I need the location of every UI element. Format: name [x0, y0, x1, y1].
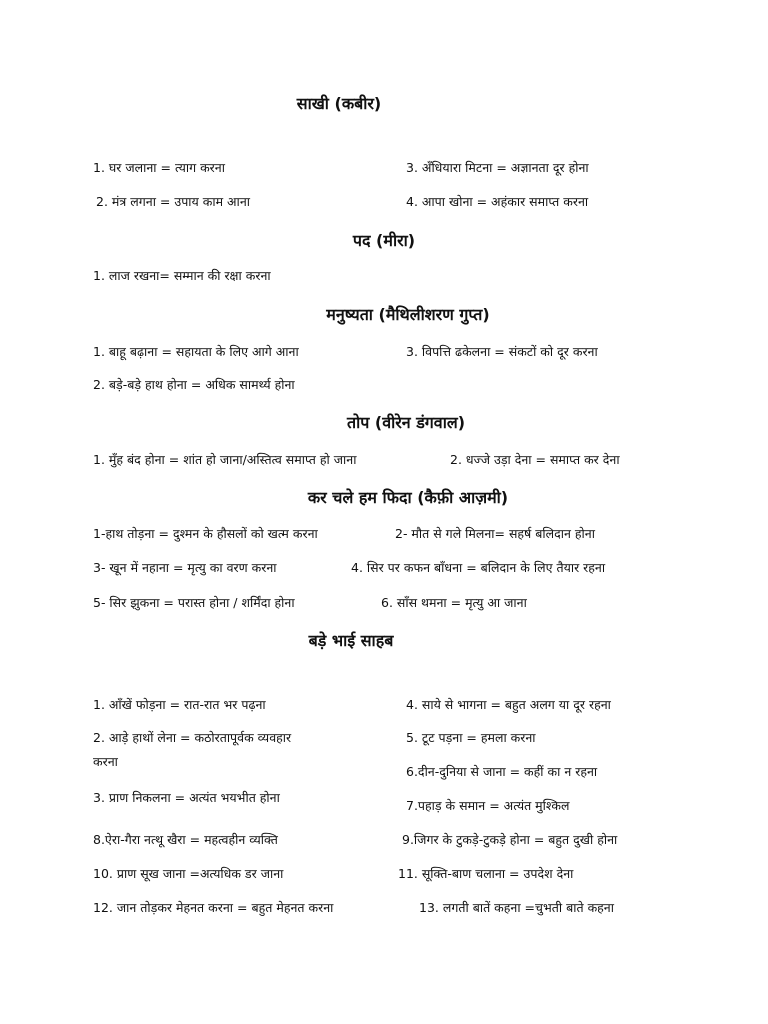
item-aankhen-phodna: 1. आँखें फोड़ना = रात-रात भर पढ़ना	[93, 697, 266, 712]
item-baahu-badhana: 1. बाहू बढ़ाना = सहायता के लिए आगे आना	[93, 344, 299, 359]
item-munh-band: 1. मुँह बंद होना = शांत हो जाना/अस्तित्व समाप्त हो जाना	[93, 452, 357, 467]
item-dhajje-uda: 2. धज्जे उड़ा देना = समाप्त कर देना	[450, 452, 620, 467]
item-toot-padna: 5. टूट पड़ना = हमला करना	[406, 730, 536, 745]
item-lagti-baaten: 13. लगती बातें कहना =चुभती बाते कहना	[419, 900, 614, 915]
item-haath-todna: 1-हाथ तोड़ना = दुश्मन के हौसलों को खत्म करना	[93, 526, 318, 541]
heading-pad: पद (मीरा)	[352, 231, 416, 250]
item-khoon-mein: 3- खून में नहाना = मृत्यु का वरण करना	[93, 560, 277, 575]
heading-sakhi: साखी (कबीर)	[296, 94, 382, 113]
heading-top: तोप (वीरेन डंगवाल)	[346, 413, 466, 432]
item-saans-thamna: 6. साँस थमना = मृत्यु आ जाना	[381, 595, 527, 610]
item-aade-haathon-cont: करना	[93, 754, 118, 769]
heading-kar-chale: कर चले हम फिदा (कैफ़ी आज़मी)	[307, 488, 509, 507]
item-aapa-khona: 4. आपा खोना = अहंकार समाप्त करना	[406, 194, 589, 209]
item-deen-duniya: 6.दीन-दुनिया से जाना = कहीं का न रहना	[406, 764, 598, 779]
item-bade-haath: 2. बड़े-बड़े हाथ होना = अधिक सामर्थ्य होना	[93, 377, 295, 392]
item-sir-par-kafan: 4. सिर पर कफन बाँधना = बलिदान के लिए तैयार रहना	[351, 560, 606, 575]
item-sookti-baan: 11. सूक्ति-बाण चलाना = उपदेश देना	[398, 866, 574, 881]
item-jigar-ke-tukde: 9.जिगर के टुकड़े-टुकड़े होना = बहुत दुखी होना	[402, 832, 618, 847]
item-aira-gaira: 8.ऐरा-गैरा नत्थू खैरा = महत्वहीन व्यक्ति	[93, 832, 278, 847]
heading-bade-bhai: बड़े भाई साहब	[308, 631, 394, 650]
item-pahaad-ke-samaan: 7.पहाड़ के समान = अत्यंत मुश्किल	[406, 798, 570, 813]
item-sir-jhukna: 5- सिर झुकना = परास्त होना / शर्मिंदा होना	[93, 595, 295, 610]
item-andhiyara-mitna: 3. अँधियारा मिटना = अज्ञानता दूर होना	[406, 160, 589, 175]
item-aade-haathon: 2. आड़े हाथों लेना = कठोरतापूर्वक व्यवहार	[93, 730, 292, 745]
item-saaye-se-bhagna: 4. साये से भागना = बहुत अलग या दूर रहना	[406, 697, 611, 712]
heading-manushyata: मनुष्यता (मैथिलीशरण गुप्त)	[326, 305, 490, 324]
item-praan-nikalna: 3. प्राण निकलना = अत्यंत भयभीत होना	[93, 790, 280, 805]
item-maut-se-gale: 2- मौत से गले मिलना= सहर्ष बलिदान होना	[395, 526, 595, 541]
item-mantra-lagna: 2. मंत्र लगना = उपाय काम आना	[96, 194, 251, 209]
item-laaj-rakhna: 1. लाज रखना= सम्मान की रक्षा करना	[93, 268, 271, 283]
item-jaan-todkar: 12. जान तोड़कर मेहनत करना = बहुत मेहनत करना	[93, 900, 334, 915]
item-ghar-jalana: 1. घर जलाना = त्याग करना	[93, 160, 225, 175]
item-vipatti-dhakelna: 3. विपत्ति ढकेलना = संकटों को दूर करना	[406, 344, 598, 359]
item-praan-sookh: 10. प्राण सूख जाना =अत्यधिक डर जाना	[93, 866, 284, 881]
